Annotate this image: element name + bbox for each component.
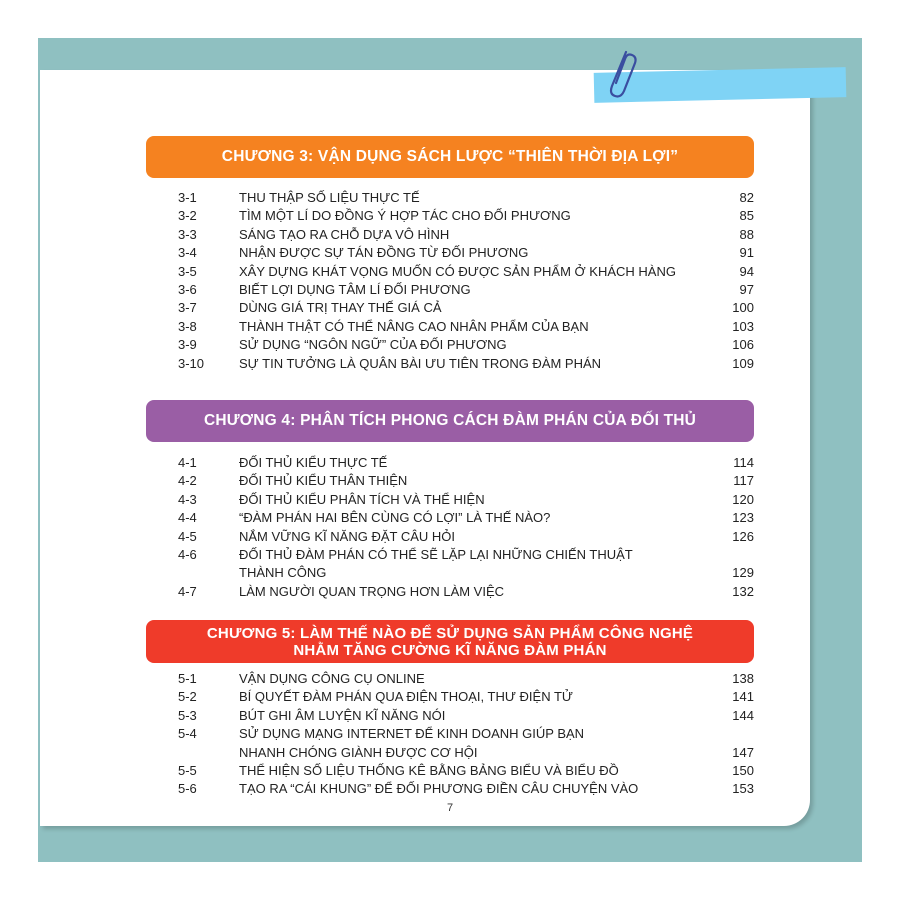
toc-entry-number: 5-3 — [178, 707, 197, 723]
toc-entry-title: ĐỐI THỦ KIỂU THỰC TẾ — [239, 455, 388, 470]
toc-entry-page: 123 — [732, 510, 754, 526]
toc-entry-title: SỬ DỤNG “NGÔN NGỮ” CỦA ĐỐI PHƯƠNG — [239, 337, 507, 353]
toc-entry-title: NẮM VỮNG KĨ NĂNG ĐẶT CÂU HỎI — [239, 528, 455, 544]
toc-entry-number: 4-4 — [178, 510, 197, 526]
toc-entry-page: 109 — [732, 355, 754, 371]
toc-entry — [178, 780, 754, 798]
toc-entry-page: 126 — [732, 528, 754, 544]
toc-entry — [178, 546, 754, 564]
toc-entry-page: 97 — [739, 281, 754, 297]
toc-entry-title: TẠO RA “CÁI KHUNG” ĐỂ ĐỐI PHƯƠNG ĐIỀN CÂU CHUYỆN VÀO — [239, 781, 639, 797]
toc-entry-number: 4-5 — [178, 528, 197, 544]
toc-entry-title: THÀNH THẬT CÓ THỂ NÂNG CAO NHÂN PHẨM CỦA BẠN — [239, 318, 589, 334]
toc-entry — [178, 281, 754, 299]
toc-entry — [178, 472, 754, 490]
toc-entry-page: 129 — [732, 565, 754, 581]
toc-entry-page: 106 — [732, 337, 754, 353]
toc-entry-page: 150 — [732, 762, 754, 778]
toc-entry — [178, 207, 754, 225]
toc-entry — [178, 688, 754, 706]
toc-entry-number: 3-6 — [178, 281, 197, 297]
toc-entry-title: BÚT GHI ÂM LUYỆN KĨ NĂNG NÓI — [239, 707, 446, 723]
toc-entry-title: VẬN DỤNG CÔNG CỤ ONLINE — [239, 671, 425, 686]
toc-entry-title: SỰ TIN TƯỞNG LÀ QUÂN BÀI ƯU TIÊN TRONG ĐÀM PHÁN — [239, 355, 602, 371]
toc-entry-page: 114 — [733, 455, 754, 470]
toc-entry-title-line2: THÀNH CÔNG — [239, 565, 327, 581]
toc-entry — [178, 189, 754, 207]
toc-entry-page: 138 — [732, 671, 754, 686]
toc-entry-title-line2: NHANH CHÓNG GIÀNH ĐƯỢC CƠ HỘI — [239, 744, 478, 760]
chapter-4-heading — [146, 400, 754, 442]
toc-entry-continued — [178, 564, 754, 582]
toc-entry-number: 5-6 — [178, 781, 197, 797]
toc-entry-number: 3-7 — [178, 300, 197, 316]
toc-entry-page: 91 — [739, 245, 754, 261]
toc-entry-number: 3-3 — [178, 226, 197, 242]
toc-entry-number: 3-9 — [178, 337, 197, 353]
toc-entry-title: XÂY DỰNG KHÁT VỌNG MUỐN CÓ ĐƯỢC SẢN PHẨM Ở KHÁCH HÀNG — [239, 263, 676, 279]
toc-entry-number: 3-4 — [178, 245, 197, 261]
toc-entry — [178, 491, 754, 509]
toc-entry-title: ĐỐI THỦ ĐÀM PHÁN CÓ THỂ SẼ LẶP LẠI NHỮNG CHIẾN THUẬT — [239, 546, 633, 562]
toc-entry-title: TÌM MỘT LÍ DO ĐỒNG Ý HỢP TÁC CHO ĐỐI PHƯƠNG — [239, 208, 571, 224]
chapter-5-toc — [178, 670, 754, 799]
toc-entry-title: DÙNG GIÁ TRỊ THAY THẾ GIÁ CẢ — [239, 300, 442, 316]
toc-entry — [178, 244, 754, 262]
toc-entry-page: 100 — [732, 300, 754, 316]
toc-entry-title: ĐỐI THỦ KIỂU THÂN THIỆN — [239, 473, 408, 489]
paperclip-icon — [604, 46, 640, 100]
toc-entry-number: 5-1 — [178, 671, 197, 686]
toc-entry-title: SỬ DỤNG MẠNG INTERNET ĐỂ KINH DOANH GIÚP BẠN — [239, 726, 585, 742]
toc-entry-number: 5-5 — [178, 762, 197, 778]
chapter-4-heading-text: CHƯƠNG 4: PHÂN TÍCH PHONG CÁCH ĐÀM PHÁN CỦA ĐỐI THỦ — [203, 412, 697, 429]
toc-entry — [178, 355, 754, 373]
toc-entry-page: 120 — [732, 491, 754, 507]
toc-entry — [178, 670, 754, 688]
toc-entry-number: 4-7 — [178, 583, 197, 599]
chapter-5-heading — [146, 620, 754, 663]
toc-entry-number: 3-1 — [178, 190, 197, 205]
toc-entry-title: ĐỐI THỦ KIỂU PHÂN TÍCH VÀ THỂ HIỆN — [239, 491, 485, 507]
toc-entry-number: 4-2 — [178, 473, 197, 489]
toc-entry — [178, 583, 754, 601]
toc-entry-page: 141 — [732, 689, 754, 705]
toc-entry-title: BÍ QUYẾT ĐÀM PHÁN QUA ĐIỆN THOẠI, THƯ ĐIỆN TỬ — [239, 689, 574, 705]
toc-entry — [178, 263, 754, 281]
toc-entry — [178, 454, 754, 472]
toc-entry — [178, 725, 754, 743]
chapter-4-toc — [178, 454, 754, 601]
toc-entry-page: 153 — [732, 781, 754, 797]
toc-entry-number: 4-3 — [178, 491, 197, 507]
toc-entry — [178, 509, 754, 527]
toc-entry — [178, 762, 754, 780]
toc-entry-page: 144 — [732, 707, 754, 723]
toc-entry-number: 3-8 — [178, 318, 197, 334]
toc-entry-number: 3-10 — [178, 355, 205, 371]
chapter-3-toc — [178, 189, 754, 373]
toc-entry — [178, 336, 754, 354]
toc-entry-title: LÀM NGƯỜI QUAN TRỌNG HƠN LÀM VIỆC — [239, 583, 505, 599]
toc-entry-page: 103 — [732, 318, 754, 334]
toc-entry — [178, 528, 754, 546]
toc-entry-title: THU THẬP SỐ LIỆU THỰC TẾ — [239, 190, 420, 205]
toc-entry-title: THỂ HIỆN SỐ LIỆU THỐNG KÊ BẰNG BẢNG BIỂU VÀ BIỂU ĐỒ — [239, 762, 619, 778]
toc-entry — [178, 707, 754, 725]
toc-entry-page: 147 — [732, 744, 754, 760]
toc-entry-page: 94 — [739, 263, 754, 279]
toc-entry-title: “ĐÀM PHÁN HAI BÊN CÙNG CÓ LỢI” LÀ THẾ NÀO? — [239, 510, 551, 526]
toc-entry — [178, 226, 754, 244]
chapter-5-heading-line1: CHƯƠNG 5: LÀM THẾ NÀO ĐỂ SỬ DỤNG SẢN PHẨM CÔNG NGHỆ — [206, 624, 694, 642]
toc-entry-title: SÁNG TẠO RA CHỖ DỰA VÔ HÌNH — [239, 226, 450, 242]
toc-entry-page: 117 — [733, 473, 754, 489]
toc-entry-title: NHẬN ĐƯỢC SỰ TÁN ĐỒNG TỪ ĐỐI PHƯƠNG — [239, 245, 529, 261]
chapter-3-heading — [146, 136, 754, 178]
chapter-5-heading-line2: NHẰM TĂNG CƯỜNG KĨ NĂNG ĐÀM PHÁN — [293, 641, 607, 659]
toc-entry-number: 5-4 — [178, 726, 197, 742]
toc-entry — [178, 299, 754, 317]
toc-entry-number: 3-5 — [178, 263, 197, 279]
toc-entry-number: 4-6 — [178, 546, 197, 562]
toc-entry-page: 85 — [739, 208, 754, 224]
toc-entry-page: 82 — [739, 190, 754, 205]
toc-entry-continued — [178, 744, 754, 762]
toc-entry-number: 4-1 — [178, 455, 197, 470]
page-number: 7 — [446, 802, 454, 814]
chapter-3-heading-text: CHƯƠNG 3: VẬN DỤNG SÁCH LƯỢC “THIÊN THỜI ĐỊA LỢI” — [221, 148, 679, 165]
toc-entry — [178, 318, 754, 336]
toc-entry-page: 88 — [739, 226, 754, 242]
toc-entry-page: 132 — [732, 583, 754, 599]
toc-entry-title: BIẾT LỢI DỤNG TÂM LÍ ĐỐI PHƯƠNG — [239, 281, 471, 297]
toc-entry-number: 3-2 — [178, 208, 197, 224]
toc-entry-number: 5-2 — [178, 689, 197, 705]
